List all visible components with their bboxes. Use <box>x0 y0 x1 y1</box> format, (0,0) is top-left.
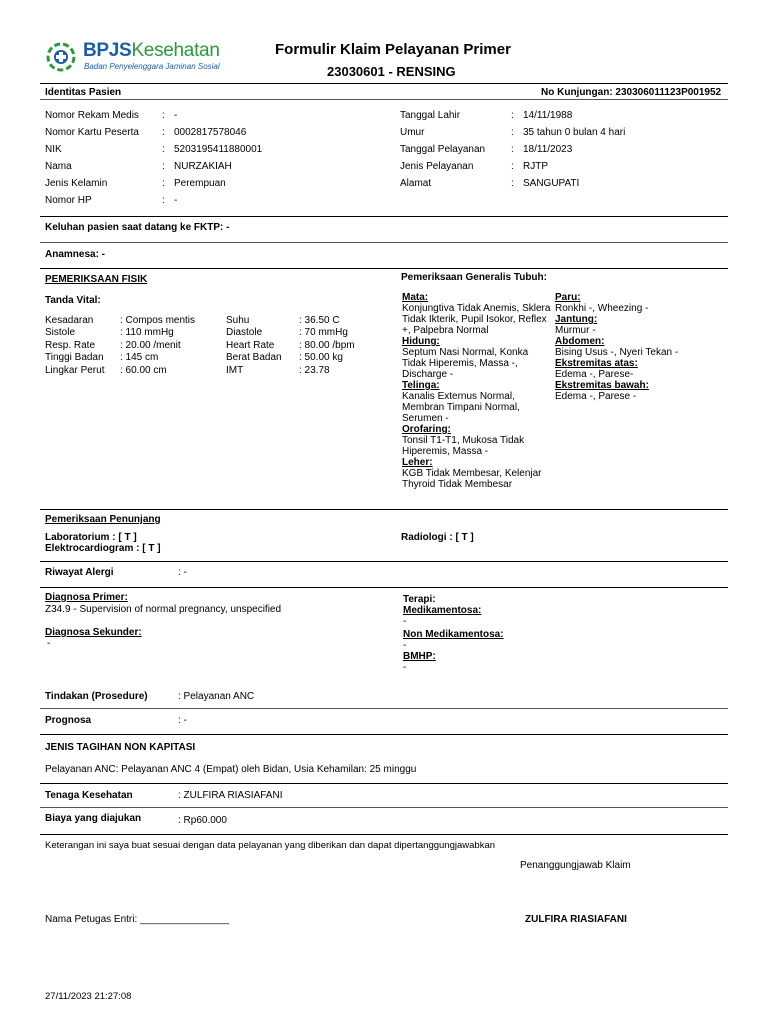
field-label: Tanggal Pelayanan <box>400 144 486 155</box>
diagnosa-sekunder-value: - <box>47 638 51 649</box>
medikamentosa-value: - <box>403 616 407 627</box>
timestamp: 27/11/2023 21:27:08 <box>45 991 132 1002</box>
petugas-entri: Nama Petugas Entri: ________________ <box>45 914 230 925</box>
vital-value: : 110 mmHg <box>120 327 174 338</box>
mata-value: Konjungtiva Tidak Anemis, Sklera Tidak Ikterik, Pupil Isokor, Reflex +, Palpebra Normal <box>402 303 551 336</box>
telinga-label: Telinga: <box>402 380 440 391</box>
penanggungjawab-nama: ZULFIRA RIASIAFANI <box>525 914 627 925</box>
divider <box>40 734 728 735</box>
ekstremitas-atas-label: Ekstremitas atas: <box>555 358 638 369</box>
identitas-heading: Identitas Pasien <box>45 87 122 98</box>
non-medikamentosa-value: - <box>403 640 407 651</box>
vital-label: Berat Badan <box>226 352 282 363</box>
vital-value: : 60.00 cm <box>120 365 167 376</box>
generalis-col2 <box>555 292 725 402</box>
divider <box>40 587 728 588</box>
form-title: Formulir Klaim Pelayanan Primer <box>275 41 511 58</box>
penanggungjawab-label: Penanggungjawab Klaim <box>520 860 631 871</box>
field-value: - <box>174 110 178 121</box>
field-value: 18/11/2023 <box>523 144 573 155</box>
divider <box>40 561 728 562</box>
vital-label: Suhu <box>226 315 250 326</box>
diagnosa-primer-value: Z34.9 - Supervision of normal pregnancy, unspecified <box>45 604 282 615</box>
vital-label: IMT <box>226 365 244 376</box>
field-label: Nama <box>45 161 72 172</box>
tindakan-value: : Pelayanan ANC <box>178 691 255 702</box>
alergi-label: Riwayat Alergi <box>45 567 114 578</box>
vital-label: Lingkar Perut <box>45 365 105 376</box>
logo-subtitle: Badan Penyelenggara Jaminan Sosial <box>84 62 220 71</box>
orofaring-label: Orofaring: <box>402 424 451 435</box>
vital-value: : 23.78 <box>299 365 330 376</box>
vital-value: : 50.00 kg <box>299 352 343 363</box>
telinga-value: Kanalis Externus Normal, Membran Timpani Normal, Serumen - <box>402 391 520 424</box>
keterangan: Keterangan ini saya buat sesuai dengan data pelayanan yang diberikan dan dapat dipertanggungjawabkan <box>45 840 496 851</box>
generalis-col1 <box>402 292 552 490</box>
field-label: Jenis Pelayanan <box>400 161 474 172</box>
ekstremitas-bawah-label: Ekstremitas bawah: <box>555 380 649 391</box>
tindakan-label: Tindakan (Prosedure) <box>45 691 148 702</box>
leher-label: Leher: <box>402 457 433 468</box>
leher-value: KGB Tidak Membesar, Kelenjar Thyroid Tidak Membesar <box>402 468 542 490</box>
terapi-label: Terapi: <box>403 594 436 605</box>
ekstremitas-atas-value: Edema -, Parese- <box>555 369 634 380</box>
divider <box>40 216 728 217</box>
divider <box>40 268 728 269</box>
tagihan-heading: JENIS TAGIHAN NON KAPITASI <box>45 742 196 753</box>
bmhp-value: - <box>403 662 407 673</box>
biaya-label: Biaya yang diajukan <box>45 813 142 824</box>
paru-label: Paru: <box>555 292 581 303</box>
divider <box>40 807 728 808</box>
colon: : <box>511 161 514 172</box>
vital-label: Kesadaran <box>45 315 94 326</box>
prognosa-value: : - <box>178 715 187 726</box>
field-value: 0002817578046 <box>174 127 247 138</box>
bpjs-logo-icon <box>46 42 76 72</box>
generalis-heading: Pemeriksaan Generalis Tubuh: <box>401 272 547 283</box>
field-label: Nomor HP <box>45 195 92 206</box>
colon: : <box>162 178 165 189</box>
field-value: 5203195411880001 <box>174 144 263 155</box>
fisik-heading: PEMERIKSAAN FISIK <box>45 274 148 285</box>
anamnesa: Anamnesa: - <box>45 249 106 260</box>
vital-label: Tinggi Badan <box>45 352 104 363</box>
elektrocardiogram: Elektrocardiogram : [ T ] <box>45 543 161 554</box>
field-value: NURZAKIAH <box>174 161 232 172</box>
terapi-block <box>403 594 603 673</box>
divider <box>40 99 728 100</box>
vital-label: Resp. Rate <box>45 340 96 351</box>
hidung-value: Septum Nasi Normal, Konka Tidak Hiperemis, Massa -, Discharge - <box>402 347 529 380</box>
laboratorium: Laboratorium : [ T ] <box>45 532 137 543</box>
vital-value: : 80.00 /bpm <box>299 340 355 351</box>
field-value: SANGUPATI <box>523 178 580 189</box>
form-subtitle: 23030601 - RENSING <box>327 64 456 79</box>
colon: : <box>162 127 165 138</box>
radiologi: Radiologi : [ T ] <box>401 532 474 543</box>
field-label: NIK <box>45 144 62 155</box>
field-label: Nomor Kartu Peserta <box>45 127 139 138</box>
vital-value: : 70 mmHg <box>299 327 348 338</box>
abdomen-label: Abdomen: <box>555 336 605 347</box>
penunjang-heading: Pemeriksaan Penunjang <box>45 514 161 525</box>
jantung-label: Jantung: <box>555 314 598 325</box>
tanda-vital-label: Tanda Vital: <box>45 295 101 306</box>
divider <box>40 834 728 835</box>
tagihan-text: Pelayanan ANC: Pelayanan ANC 4 (Empat) oleh Bidan, Usia Kehamilan: 25 minggu <box>45 764 417 775</box>
ekstremitas-bawah-value: Edema -, Parese - <box>555 391 637 402</box>
field-label: Umur <box>400 127 425 138</box>
tenaga-label: Tenaga Kesehatan <box>45 790 133 801</box>
vital-value: : 36.50 C <box>299 315 340 326</box>
field-label: Tanggal Lahir <box>400 110 461 121</box>
alergi-value: : - <box>178 567 187 578</box>
hidung-label: Hidung: <box>402 336 440 347</box>
divider <box>40 83 728 84</box>
paru-value: Ronkhi -, Wheezing - <box>555 303 649 314</box>
colon: : <box>162 144 165 155</box>
non-medikamentosa-label: Non Medikamentosa: <box>403 629 504 640</box>
divider <box>40 242 728 243</box>
vital-value: : 145 cm <box>120 352 159 363</box>
colon: : <box>162 195 165 206</box>
field-label: Jenis Kelamin <box>45 178 108 189</box>
prognosa-label: Prognosa <box>45 715 92 726</box>
keluhan: Keluhan pasien saat datang ke FKTP: - <box>45 222 230 233</box>
orofaring-value: Tonsil T1-T1, Mukosa Tidak Hiperemis, Massa - <box>402 435 525 457</box>
colon: : <box>511 144 514 155</box>
biaya-value: : Rp60.000 <box>178 815 227 826</box>
vital-value: : Compos mentis <box>120 315 196 326</box>
divider <box>40 708 728 709</box>
vital-label: Sistole <box>45 327 76 338</box>
bmhp-label: BMHP: <box>403 651 436 662</box>
vital-value: : 20.00 /menit <box>120 340 181 351</box>
field-label: Nomor Rekam Medis <box>45 110 139 121</box>
abdomen-value: Bising Usus -, Nyeri Tekan - <box>555 347 679 358</box>
logo-brand: BPJSKesehatan <box>83 40 220 61</box>
colon: : <box>511 127 514 138</box>
colon: : <box>511 110 514 121</box>
diagnosa-primer-label: Diagnosa Primer: <box>45 592 128 603</box>
field-value: 14/11/1988 <box>523 110 573 121</box>
field-value: RJTP <box>523 161 548 172</box>
divider <box>40 509 728 510</box>
diagnosa-sekunder-label: Diagnosa Sekunder: <box>45 627 142 638</box>
tenaga-value: : ZULFIRA RIASIAFANI <box>178 790 283 801</box>
vital-label: Heart Rate <box>226 340 275 351</box>
field-value: Perempuan <box>174 178 226 189</box>
field-label: Alamat <box>400 178 432 189</box>
field-value: - <box>174 195 178 206</box>
divider <box>40 783 728 784</box>
vital-label: Diastole <box>226 327 263 338</box>
medikamentosa-label: Medikamentosa: <box>403 605 482 616</box>
colon: : <box>162 110 165 121</box>
mata-label: Mata: <box>402 292 429 303</box>
jantung-value: Murmur - <box>555 325 596 336</box>
no-kunjungan: No Kunjungan: 230306011123P001952 <box>541 87 722 98</box>
colon: : <box>162 161 165 172</box>
field-value: 35 tahun 0 bulan 4 hari <box>523 127 626 138</box>
colon: : <box>511 178 514 189</box>
